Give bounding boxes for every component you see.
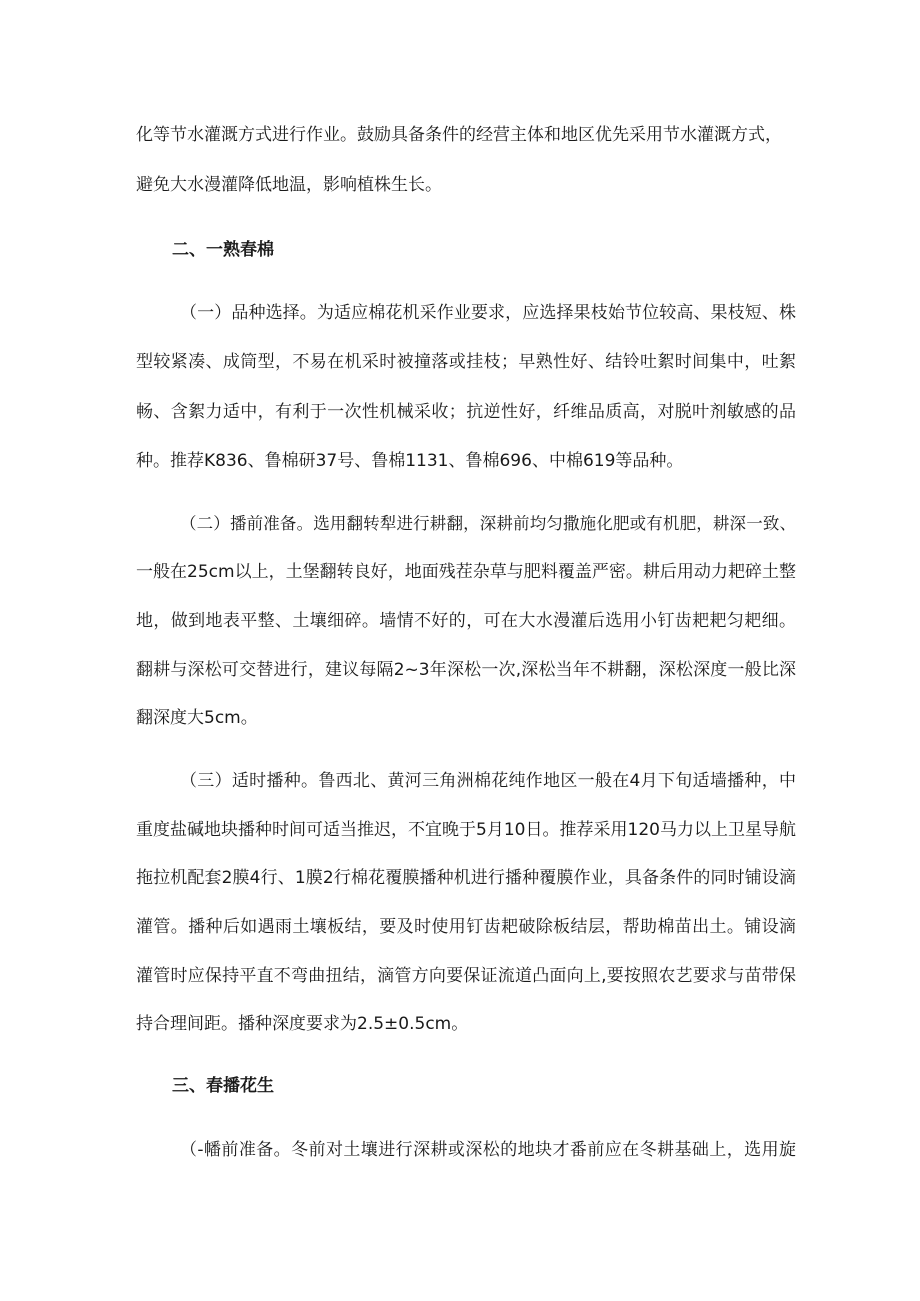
timely-sowing-line-2: 重度盐碱地块播种时间可适当推迟，不宜晚于5月10日。推荐采用120马力以上卫星导航 <box>136 820 796 840</box>
variety-selection-line-4: 种。推荐K836、鲁棉研37号、鲁棉1131、鲁棉696、中棉619等品种。 <box>136 451 684 471</box>
timely-sowing-line-5: 灌管时应保持平直不弯曲扭结，滴管方向要保证流道凸面向上,要按照农艺要求与苗带保 <box>136 966 796 986</box>
timely-sowing-line-3: 拖拉机配套2膜4行、1膜2行棉花覆膜播种机进行播种覆膜作业，具备条件的同时铺设滴 <box>136 868 796 888</box>
sowing-preparation-line-1: （二）播前准备。选用翻转犁进行耕翻，深耕前均匀撒施化肥或有机肥，耕深一致、 <box>180 514 796 533</box>
sowing-preparation-line-3: 地，做到地表平整、土壤细碎。墙情不好的，可在大水漫灌后选用小钉齿耙耙匀耙细。 <box>136 611 796 631</box>
sowing-preparation-line-4: 翻耕与深松可交替进行，建议每隔2~3年深松一次,深松当年不耕翻，深松深度一般比深 <box>136 660 796 680</box>
timely-sowing-line-4: 灌管。播种后如遇雨土壤板结，要及时使用钉齿耙破除板结层，帮助棉苗出土。铺设滴 <box>136 917 796 937</box>
section-heading-spring-peanut: 三、春播花生 <box>172 1076 274 1096</box>
variety-selection-line-2: 型较紧凑、成筒型，不易在机采时被撞落或挂枝；早熟性好、结铃吐絮时间集中，吐絮 <box>136 352 796 372</box>
variety-selection-line-3: 畅、含絮力适中，有利于一次性机械采收；抗逆性好，纤维品质高，对脱叶剂敏感的品 <box>136 402 796 422</box>
timely-sowing-line-6: 持合理间距。播种深度要求为2.5±0.5cm。 <box>136 1014 469 1034</box>
variety-selection-line-1: （一）品种选择。为适应棉花机采作业要求，应选择果枝始节位较高、果枝短、株 <box>180 303 796 323</box>
sowing-preparation-line-5: 翻深度大5cm。 <box>136 708 258 728</box>
intro-line-1: 化等节水灌溉方式进行作业。鼓励具备条件的经营主体和地区优先采用节水灌溉方式， <box>136 125 782 145</box>
section-heading-spring-cotton: 二、一熟春棉 <box>172 240 274 260</box>
timely-sowing-line-1: （三）适时播种。鲁西北、黄河三角洲棉花纯作地区一般在4月下旬适墙播种，中 <box>180 771 796 791</box>
intro-line-2: 避免大水漫灌降低地温，影响植株生长。 <box>136 175 442 195</box>
peanut-preparation-line-1: （-幡前准备。冬前对土壤进行深耕或深松的地块才番前应在冬耕基础上，选用旋 <box>180 1140 796 1160</box>
sowing-preparation-line-2: 一般在25cm以上，土堡翻转良好，地面残茬杂草与肥料覆盖严密。耕后用动力耙碎土整 <box>136 562 796 582</box>
